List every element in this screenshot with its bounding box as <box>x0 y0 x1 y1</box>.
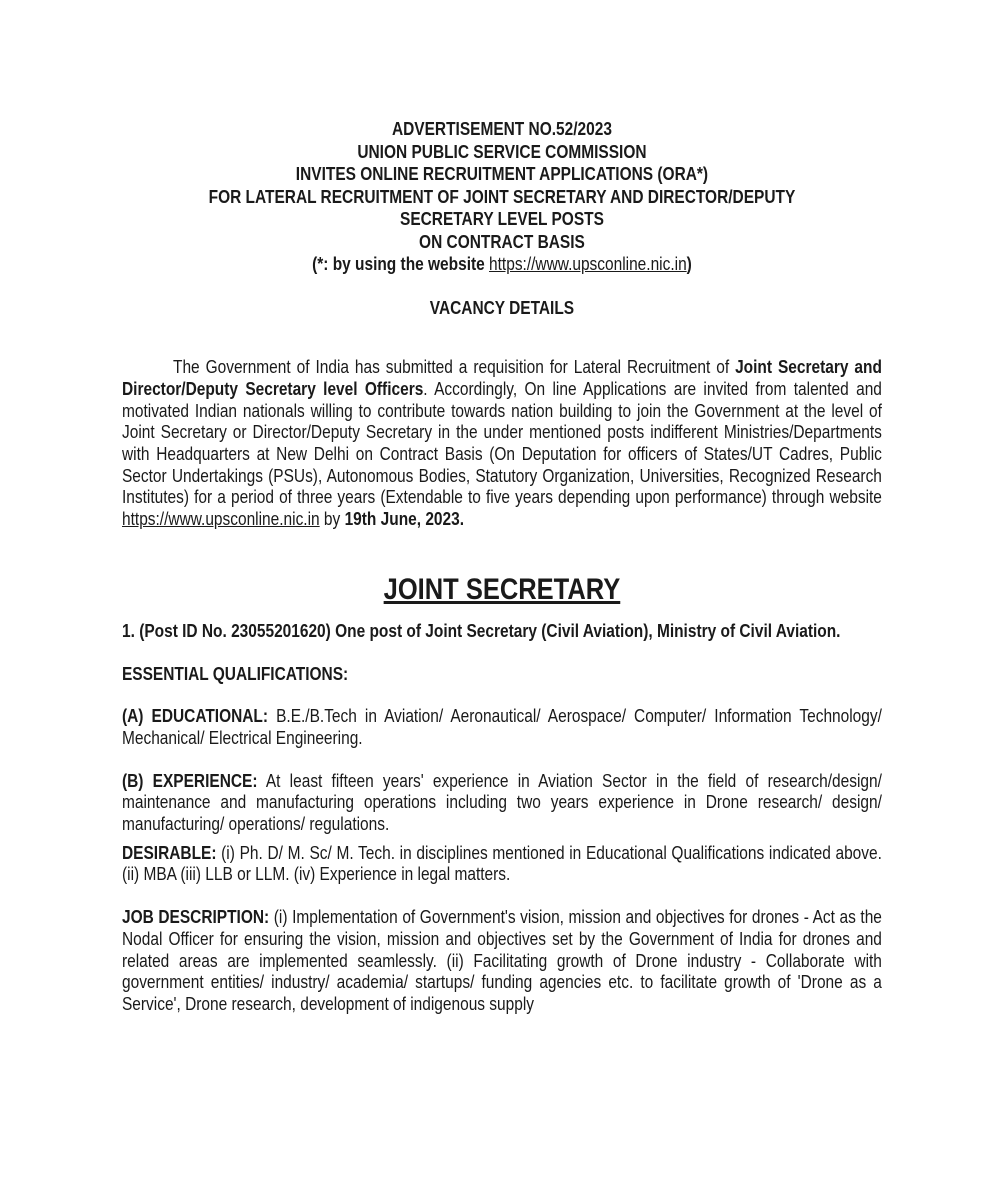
text: (i) Implementation of Government's vision, mission and objectives for drones - Act as the Nodal Officer for ensuring the vision, mission and objectives set by the Government of India for drones and related areas are implemented seamlessly. (ii) Facilitating growth of Drone industry - Collaborate with government entities/ industry/ academia/ startups/ funding agencies etc. to facilitate growth of 'Drone as a Service', Drone research, development of indigenous supply <box>122 907 882 1014</box>
experience-paragraph <box>122 771 882 836</box>
text: by <box>319 509 345 530</box>
text: At least fifteen years' experience in Aviation Sector in the field of research/design/ maintenance and manufacturing operations including two years experience in Drone research/ design/ manufacturing/ operations/ regulations. <box>122 770 882 835</box>
label: (B) EXPERIENCE: <box>122 770 258 791</box>
commission-name: UNION PUBLIC SERVICE COMMISSION <box>357 141 647 162</box>
website-note <box>122 253 882 276</box>
deadline-date: 19th June, 2023. <box>344 509 465 530</box>
desirable-paragraph <box>122 843 882 886</box>
label: (A) EDUCATIONAL: <box>122 706 269 727</box>
section-heading: JOINT SECRETARY <box>383 572 621 606</box>
text: B.E./B.Tech in Aviation/ Aeronautical/ Aerospace/ Computer/ Information Technology/ Mechanical/ Electrical Engineering. <box>122 706 882 748</box>
header-line: SECRETARY LEVEL POSTS <box>400 209 604 229</box>
label: JOB DESCRIPTION: <box>122 907 270 928</box>
text: . Accordingly, On line Applications are invited from talented and motivated Indian nationals willing to contribute towards nation building to join the Government at the level of Joint Secretary or Director/Deputy Secretary in the under mentioned posts indifferent Ministries/Departments with Headquarters at New Delhi on Contract Basis (On Deputation for officers of States/UT Cadres, Public Sector Undertakings (PSUs), Autonomous Bodies, Statutory Organization, Universities, Recognized Research Institutes) for a period of three years (Extendable to five years depending upon performance) through website <box>122 378 882 508</box>
text: The Government of India has submitted a requisition for Lateral Recruitment of <box>173 357 736 378</box>
website-link[interactable]: https://www.upsconline.nic.in <box>489 254 687 274</box>
document-header <box>122 118 882 276</box>
advertisement-number: ADVERTISEMENT NO.52/2023 <box>391 119 612 139</box>
vacancy-heading: VACANCY DETAILS <box>429 297 575 318</box>
header-line: INVITES ONLINE RECRUITMENT APPLICATIONS (ORA*) <box>295 164 709 184</box>
header-line: ON CONTRACT BASIS <box>419 231 585 252</box>
label: DESIRABLE: <box>122 842 217 863</box>
website-link[interactable]: https://www.upsconline.nic.in <box>122 509 320 530</box>
educational-paragraph <box>122 706 882 749</box>
header-line: FOR LATERAL RECRUITMENT OF JOINT SECRETARY AND DIRECTOR/DEPUTY <box>208 186 796 207</box>
text: (i) Ph. D/ M. Sc/ M. Tech. in disciplines mentioned in Educational Qualifications indicated above. (ii) MBA (iii) LLB or LLM. (iv) Experience in legal matters. <box>122 842 882 885</box>
note-text: (*: by using the website <box>312 254 490 274</box>
advertisement-document <box>122 118 882 1016</box>
note-text: ) <box>686 254 692 274</box>
job-description-paragraph <box>122 907 882 1016</box>
essential-heading: ESSENTIAL QUALIFICATIONS: <box>122 663 349 684</box>
intro-paragraph <box>122 357 882 531</box>
bold-text: Joint Secretary and Director/Deputy Secretary level Officers <box>122 357 882 399</box>
post-title: 1. (Post ID No. 23055201620) One post of Joint Secretary (Civil Aviation), Ministry of Civil Aviation. <box>122 620 841 641</box>
